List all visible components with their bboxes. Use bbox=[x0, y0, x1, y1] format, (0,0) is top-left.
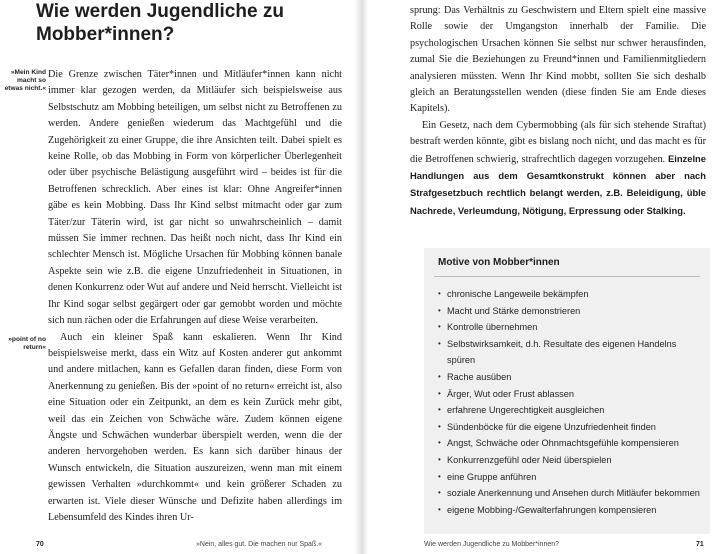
page-number-left: 70 bbox=[36, 541, 44, 548]
motive-list-item-text: Selbstwirksamkeit, d.h. Resultate des eigenen Handelns spüren bbox=[447, 338, 677, 366]
motive-list-item-text: Macht und Stärke demonstrieren bbox=[447, 305, 581, 316]
motive-list-item-text: Konkurrenzgefühl oder Neid überspielen bbox=[447, 454, 612, 465]
motive-list-item bbox=[438, 369, 706, 386]
margin-note-line: return« bbox=[23, 344, 46, 351]
motive-list-item bbox=[438, 419, 706, 436]
info-box-title: Motive von Mobber*innen bbox=[438, 257, 560, 268]
motive-list-item-text: Rache ausüben bbox=[447, 371, 512, 382]
motive-list-item bbox=[438, 469, 706, 486]
bullet-icon: • bbox=[438, 504, 441, 514]
margin-note-mein-kind bbox=[2, 69, 46, 93]
bullet-icon: • bbox=[438, 405, 441, 415]
motive-list-item bbox=[438, 402, 706, 419]
motive-list-item-text: chronische Langeweile bekämpfen bbox=[447, 289, 589, 299]
bullet-icon: • bbox=[438, 438, 441, 448]
motive-list-item-text: Sündenböcke für die eigene Unzufriedenheit finden bbox=[447, 421, 656, 432]
motive-list-item-text: Ärger, Wut oder Frust ablassen bbox=[447, 388, 574, 399]
motive-list-item bbox=[438, 502, 706, 519]
bullet-icon: • bbox=[438, 305, 441, 315]
margin-note-line: macht so bbox=[17, 77, 46, 84]
motive-list-item-text: erfahrene Ungerechtigkeit ausgleichen bbox=[447, 405, 605, 416]
right-body-text bbox=[410, 3, 706, 220]
page-gutter bbox=[354, 0, 368, 554]
motive-list-item bbox=[438, 386, 706, 403]
motive-list-item-text: eine Gruppe anführen bbox=[447, 471, 537, 482]
page-number-right: 71 bbox=[696, 541, 704, 548]
body-text-bold: Einzelne Handlungen aus dem Gesamtkonstrukt können aber nach Strafgesetzbuch rechtlich belangt werden, z.B. Beleidigung, üble Nachrede, Verleumdung, Nötigung, Erpressung oder Stalking. bbox=[410, 152, 706, 216]
bullet-icon: • bbox=[438, 338, 441, 348]
motive-list-item bbox=[438, 485, 706, 502]
bullet-icon: • bbox=[438, 388, 441, 398]
motive-list-item bbox=[438, 286, 706, 303]
bullet-icon: • bbox=[438, 322, 441, 332]
body-paragraph: Auch ein kleiner Spaß kann eskalieren. Wenn Ihr Kind beispielsweise merkt, dass ein Witz auf Kosten anderer gut ankommt und andere mitlachen, kann es Gefallen daran finden, diese Form von Anerkennung zu genießen. Bis der »point of no return« erreicht ist, also eine Situation oder ein Zeitpunkt, an dem es kein Zurück mehr gibt, weil das ein Zeichen von Schwäche wäre. Zudem können eigene Ängste und Schwächen wunderbar überspielt werden, wenn die der anderen hervorgehoben werden. Es kann sich darüber hinaus der Wunsch entwickeln, die Situation auszureizen, wenn man mit einem gewissen Verhalten »durchkommt« und kein größerer Schaden zu erwarten ist. Viele dieser Wünsche und Defizite haben allerdings im Lebensumfeld des Kindes ihren Ur- bbox=[48, 331, 342, 523]
margin-note-line: »Mein Kind bbox=[10, 69, 46, 76]
motive-list-item-text: Angst, Schwäche oder Ohnmachtsgefühle kompensieren bbox=[447, 438, 679, 449]
bullet-icon: • bbox=[438, 371, 441, 381]
margin-note-point-of-no-return bbox=[2, 336, 46, 352]
bullet-icon: • bbox=[438, 289, 441, 298]
body-paragraph bbox=[410, 118, 706, 220]
chapter-heading-line-2: Mobber*innen? bbox=[36, 24, 175, 45]
bullet-icon: • bbox=[438, 454, 441, 464]
left-body-text bbox=[48, 67, 342, 526]
motive-list-item bbox=[438, 452, 706, 469]
info-box-divider bbox=[434, 276, 700, 277]
motive-list-item bbox=[438, 336, 706, 369]
motive-list-item-text: eigene Mobbing-/Gewalterfahrungen kompensieren bbox=[447, 504, 657, 515]
motives-list bbox=[438, 286, 706, 518]
motive-list-item-text: soziale Anerkennung und Ansehen durch Mitläufer bekommen bbox=[447, 488, 700, 499]
motive-list-item bbox=[438, 303, 706, 320]
motive-list-item bbox=[438, 435, 706, 452]
motives-info-box bbox=[424, 248, 710, 534]
body-paragraph: Die Grenze zwischen Täter*innen und Mitläufer*innen kann nicht immer klar gezogen werden, da Mitläufer sich beispielsweise aus Selbstschutz am Mobbing beteiligen, um selbst nicht zu Betroffenen zu werden. Andere genießen wiederum das Machtgefühl und die Zugehörigkeit zu einer Gruppe, die ihre Ansichten teilt. Dabei spielt es keine Rolle, ob das Mobbing in Form von körperlicher Überlegenheit oder über psychische Belästigung ausgeführt wird – beides ist für die Betroffenen schrecklich. Aber eines ist klar: Ohne Angreifer*innen gäbe es kein Mobbing. Dass Ihr Kind selbst mitmacht oder gar zum Täter/zur Täterin wird, ist gar nicht so unwahrscheinlich – damit müssen Sie immer rechnen. Das heißt noch nicht, dass Ihr Kind ein schlechter Mensch ist. Mögliche Ursachen für Mobbing können banale Aspekte sein wie z.B. die eigene Unzufriedenheit in Situationen, in denen Konkurrenz oder Wut auf andere und Neid herrscht. Vielleicht ist Ihr Kind sogar selbst gegärgert oder gar gemobbt worden und möchte sich nun rächen oder die Erfahrungen auf diese Weise verarbeiten. bbox=[48, 69, 342, 327]
chapter-heading bbox=[36, 0, 284, 46]
margin-note-line: »point of no bbox=[8, 336, 46, 343]
margin-note-line: etwas nicht.« bbox=[4, 85, 46, 92]
bullet-icon: • bbox=[438, 471, 441, 481]
body-paragraph: sprung: Das Verhältnis zu Geschwistern und Eltern spielt eine massive Rolle sowie der Umgangston innerhalb der Familie. Die psychologischen Ursachen können Sie selbst nur schwer herausfinden, zumal Sie die Beziehungen zu Freund*innen und Familienmitgliedern analysieren müssten. Wenn Ihr Kind mobbt, sollten Sie sich deshalb gleich an Beratungsstellen wenden (diese finden Sie am Ende dieses Kapitels). bbox=[410, 5, 706, 115]
motive-list-item bbox=[438, 319, 706, 336]
chapter-heading-line-1: Wie werden Jugendliche zu bbox=[36, 1, 284, 22]
bullet-icon: • bbox=[438, 421, 441, 431]
running-title-right: Wie werden Jugendliche zu Mobber*innen? bbox=[424, 541, 560, 548]
running-title-left: »Nein, alles gut. Die machen nur Spaß.« bbox=[196, 541, 323, 548]
motive-list-item-text: Kontrolle übernehmen bbox=[447, 322, 538, 333]
body-text: Ein Gesetz, nach dem Cybermobbing (als für sich stehende Straftat) bestraft werden könnte, gibt es bislang noch nicht, und das macht es für die Betroffenen schwierig, strafrechtlich dagegen vorzugehen. bbox=[410, 119, 706, 165]
bullet-icon: • bbox=[438, 488, 441, 498]
